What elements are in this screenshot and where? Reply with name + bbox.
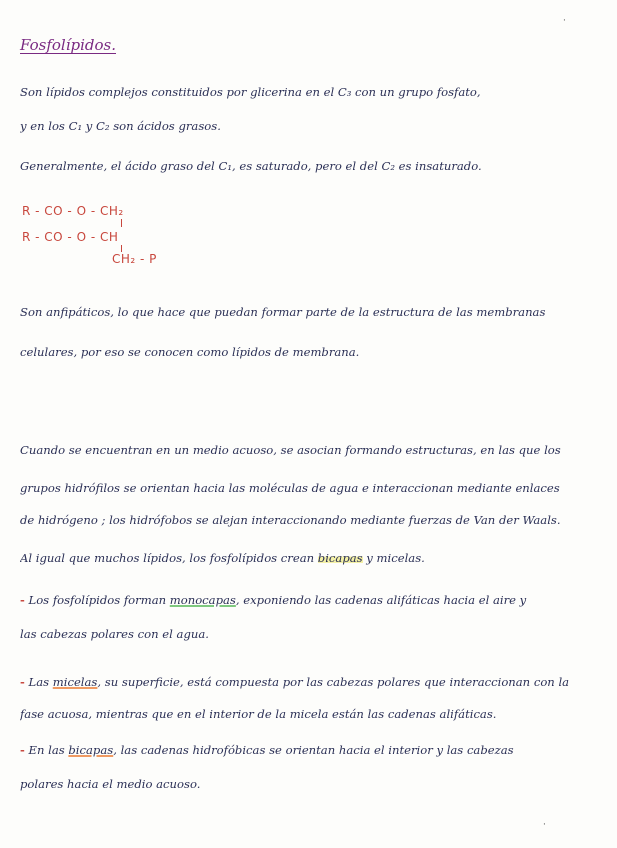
text-segment: , su superficie, está compuesta por las cabezas polares que interaccionan con la xyxy=(97,676,570,689)
bullet-dash: - xyxy=(20,744,25,757)
highlighted-term: bicapas xyxy=(68,744,114,757)
text-segment: Las xyxy=(28,676,50,689)
bullet-line: las cabezas polares con el agua. xyxy=(20,628,209,641)
highlighted-term: bicapas xyxy=(317,552,363,565)
formula-bond xyxy=(121,245,122,252)
paragraph-line: celulares, por eso se conocen como lípidos de membrana. xyxy=(20,346,360,359)
formula-bond xyxy=(121,219,122,227)
text-segment: Los fosfolípidos forman xyxy=(28,594,167,607)
bullet-dash: - xyxy=(20,594,25,607)
highlighted-term: monocapas xyxy=(169,594,236,607)
formula-row-1: R - CO - O - CH₂ xyxy=(22,204,124,218)
bullet-dash: - xyxy=(20,676,25,689)
paragraph-line: Cuando se encuentran en un medio acuoso, se asocian formando estructuras, en las que los xyxy=(20,444,561,457)
highlighted-term: micelas xyxy=(52,676,98,689)
bullet-line xyxy=(20,744,600,757)
text-segment: micelas. xyxy=(376,552,425,565)
paragraph-line: de hidrógeno ; los hidrófobos se alejan interaccionando mediante fuerzas de Van der Waals. xyxy=(20,514,561,527)
paragraph-line: grupos hidrófilos se orientan hacia las moléculas de agua e interaccionan mediante enlaces xyxy=(20,482,560,495)
bullet-line xyxy=(20,594,600,607)
text-segment: Al igual que muchos lípidos, los fosfolípidos crean xyxy=(20,552,315,565)
formula-row-2: R - CO - O - CH xyxy=(22,230,119,244)
formula-row-3: CH₂ - P xyxy=(112,252,157,266)
text-segment: y xyxy=(366,552,373,565)
paragraph-line: Son anfipáticos, lo que hace que puedan formar parte de la estructura de las membranas xyxy=(20,306,546,319)
bullet-line xyxy=(20,676,600,689)
bullet-line: fase acuosa, mientras que en el interior de la micela están las cadenas alifáticas. xyxy=(20,708,497,721)
pen-mark: · xyxy=(543,820,546,830)
text-segment: En las xyxy=(28,744,65,757)
paragraph-line xyxy=(20,552,600,565)
pen-mark: · xyxy=(563,16,566,26)
text-segment: , exponiendo las cadenas alifáticas hacia el aire y xyxy=(235,594,527,607)
text-segment: , las cadenas hidrofóbicas se orientan hacia el interior y las cabezas xyxy=(113,744,514,757)
paragraph-line: Generalmente, el ácido graso del C₁, es saturado, pero el del C₂ es insaturado. xyxy=(20,160,482,173)
bullet-line: polares hacia el medio acuoso. xyxy=(20,778,201,791)
paragraph-line: Son lípidos complejos constituidos por glicerina en el C₃ con un grupo fosfato, xyxy=(20,86,481,99)
page-title: Fosfolípidos. xyxy=(20,36,116,54)
paragraph-line: y en los C₁ y C₂ son ácidos grasos. xyxy=(20,120,221,133)
